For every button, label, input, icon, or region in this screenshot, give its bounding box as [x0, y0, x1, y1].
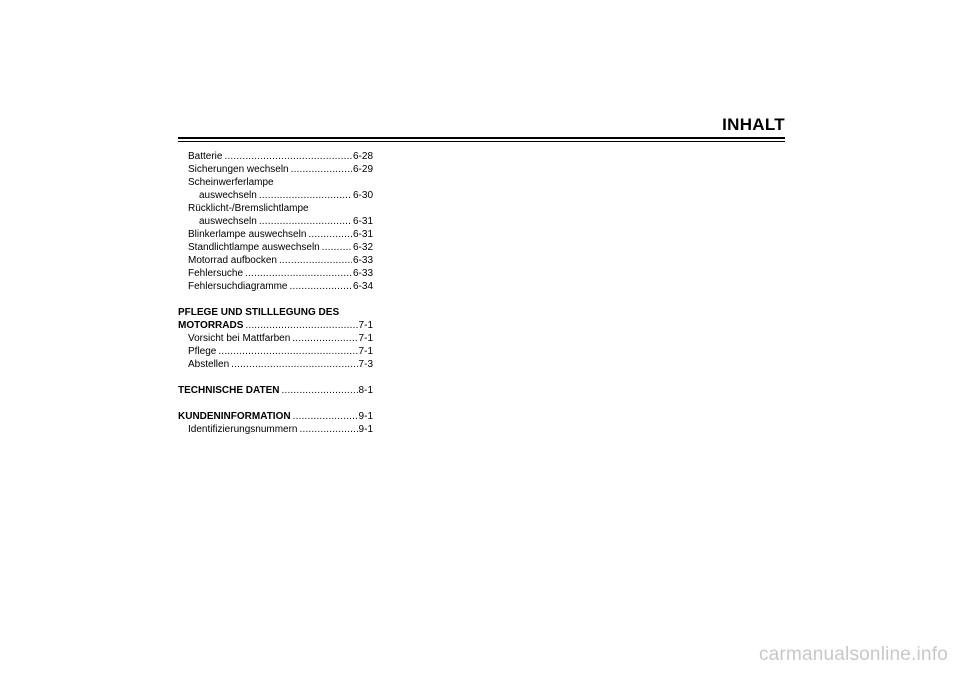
toc-entry-page: 6-34 [352, 281, 373, 292]
toc-entry-page: 7-1 [358, 346, 373, 357]
toc-leader [224, 150, 352, 163]
toc-spacer [178, 371, 373, 384]
toc-leader [300, 423, 358, 436]
toc-leader [293, 410, 358, 423]
toc-section-technische-daten[interactable] [178, 384, 373, 397]
toc-section-page: 7-1 [358, 320, 373, 331]
toc-leader [292, 332, 357, 345]
header-rule-thick [178, 137, 785, 139]
toc-leader [308, 228, 352, 241]
toc-entry-page: 6-33 [352, 255, 373, 266]
toc-entry-ruecklicht-cont[interactable] [178, 215, 373, 228]
toc-entry-scheinwerferlampe[interactable]: Scheinwerferlampe [188, 177, 274, 188]
toc-entry-text: Abstellen [188, 359, 230, 370]
toc-entry-identifizierungsnummern[interactable] [178, 423, 373, 436]
toc-entry-standlichtlampe[interactable] [178, 241, 373, 254]
toc-entry-pflege[interactable] [178, 345, 373, 358]
toc-entry-mattfarben[interactable] [178, 332, 373, 345]
toc-section-pflege-heading[interactable]: PFLEGE UND STILLLEGUNG DES [178, 307, 340, 318]
toc-leader [281, 384, 357, 397]
toc-leader [245, 319, 357, 332]
toc-leader [279, 254, 352, 267]
toc-entry-abstellen[interactable] [178, 358, 373, 371]
header-rule-thin [178, 141, 785, 142]
toc-entry-page: 7-1 [358, 333, 373, 344]
toc-entry-page: 6-31 [352, 216, 373, 227]
toc-section-pflege[interactable] [178, 319, 373, 332]
toc-section-page: 8-1 [358, 385, 373, 396]
header-rule [178, 137, 785, 145]
toc-leader [259, 215, 352, 228]
toc-entry-text: Identifizierungsnummern [188, 424, 298, 435]
toc-entry-text: Vorsicht bei Mattfarben [188, 333, 291, 344]
toc-leader [231, 358, 357, 371]
toc-entry-text: auswechseln [199, 216, 257, 227]
toc-entry-fehlersuchdiagramme[interactable] [178, 280, 373, 293]
toc-leader [218, 345, 357, 358]
toc-entry-text: Blinkerlampe auswechseln [188, 229, 307, 240]
toc-entry-page: 6-28 [352, 151, 373, 162]
toc-entry-page: 6-29 [352, 164, 373, 175]
toc-leader [259, 189, 352, 202]
toc-entry-text: Batterie [188, 151, 223, 162]
toc-entry-text: Sicherungen wechseln [188, 164, 289, 175]
toc-entry-fehlersuche[interactable] [178, 267, 373, 280]
toc-section-text: KUNDENINFORMATION [178, 411, 291, 422]
toc-entry-page: 6-32 [352, 242, 373, 253]
toc-leader [290, 280, 352, 293]
toc-spacer [178, 397, 373, 410]
toc-entry-motorrad-aufbocken[interactable] [178, 254, 373, 267]
toc-entry-text: Standlichtlampe auswechseln [188, 242, 320, 253]
toc-section-text: MOTORRADS [178, 320, 244, 331]
toc-entry-text: Pflege [188, 346, 217, 357]
toc-entry-scheinwerferlampe-cont[interactable] [178, 189, 373, 202]
toc-entry-text: Fehlersuche [188, 268, 244, 279]
toc-leader [322, 241, 352, 254]
toc-entry-sicherungen[interactable] [178, 163, 373, 176]
toc-leader [245, 267, 352, 280]
toc-entry-page: 6-33 [352, 268, 373, 279]
toc-section-text: TECHNISCHE DATEN [178, 385, 280, 396]
toc-entry-text: auswechseln [199, 190, 257, 201]
toc-leader [291, 163, 352, 176]
watermark: carmanualsonline.info [758, 644, 948, 665]
toc-entry-page: 9-1 [358, 424, 373, 435]
toc-entry-text: Fehlersuchdiagramme [188, 281, 288, 292]
toc-entry-page: 7-3 [358, 359, 373, 370]
toc-entry-page: 6-31 [352, 229, 373, 240]
toc-entry-ruecklicht[interactable]: Rücklicht-/Bremslichtlampe [188, 203, 309, 214]
toc-entry-page: 6-30 [352, 190, 373, 201]
toc-section-page: 9-1 [358, 411, 373, 422]
toc-entry-blinkerlampe[interactable] [178, 228, 373, 241]
toc-entry-batterie[interactable] [178, 150, 373, 163]
toc-spacer [178, 293, 373, 306]
toc-section-kundeninformation[interactable] [178, 410, 373, 423]
toc-entry-text: Motorrad aufbocken [188, 255, 277, 266]
page-title: INHALT [722, 115, 785, 134]
table-of-contents [178, 150, 373, 436]
